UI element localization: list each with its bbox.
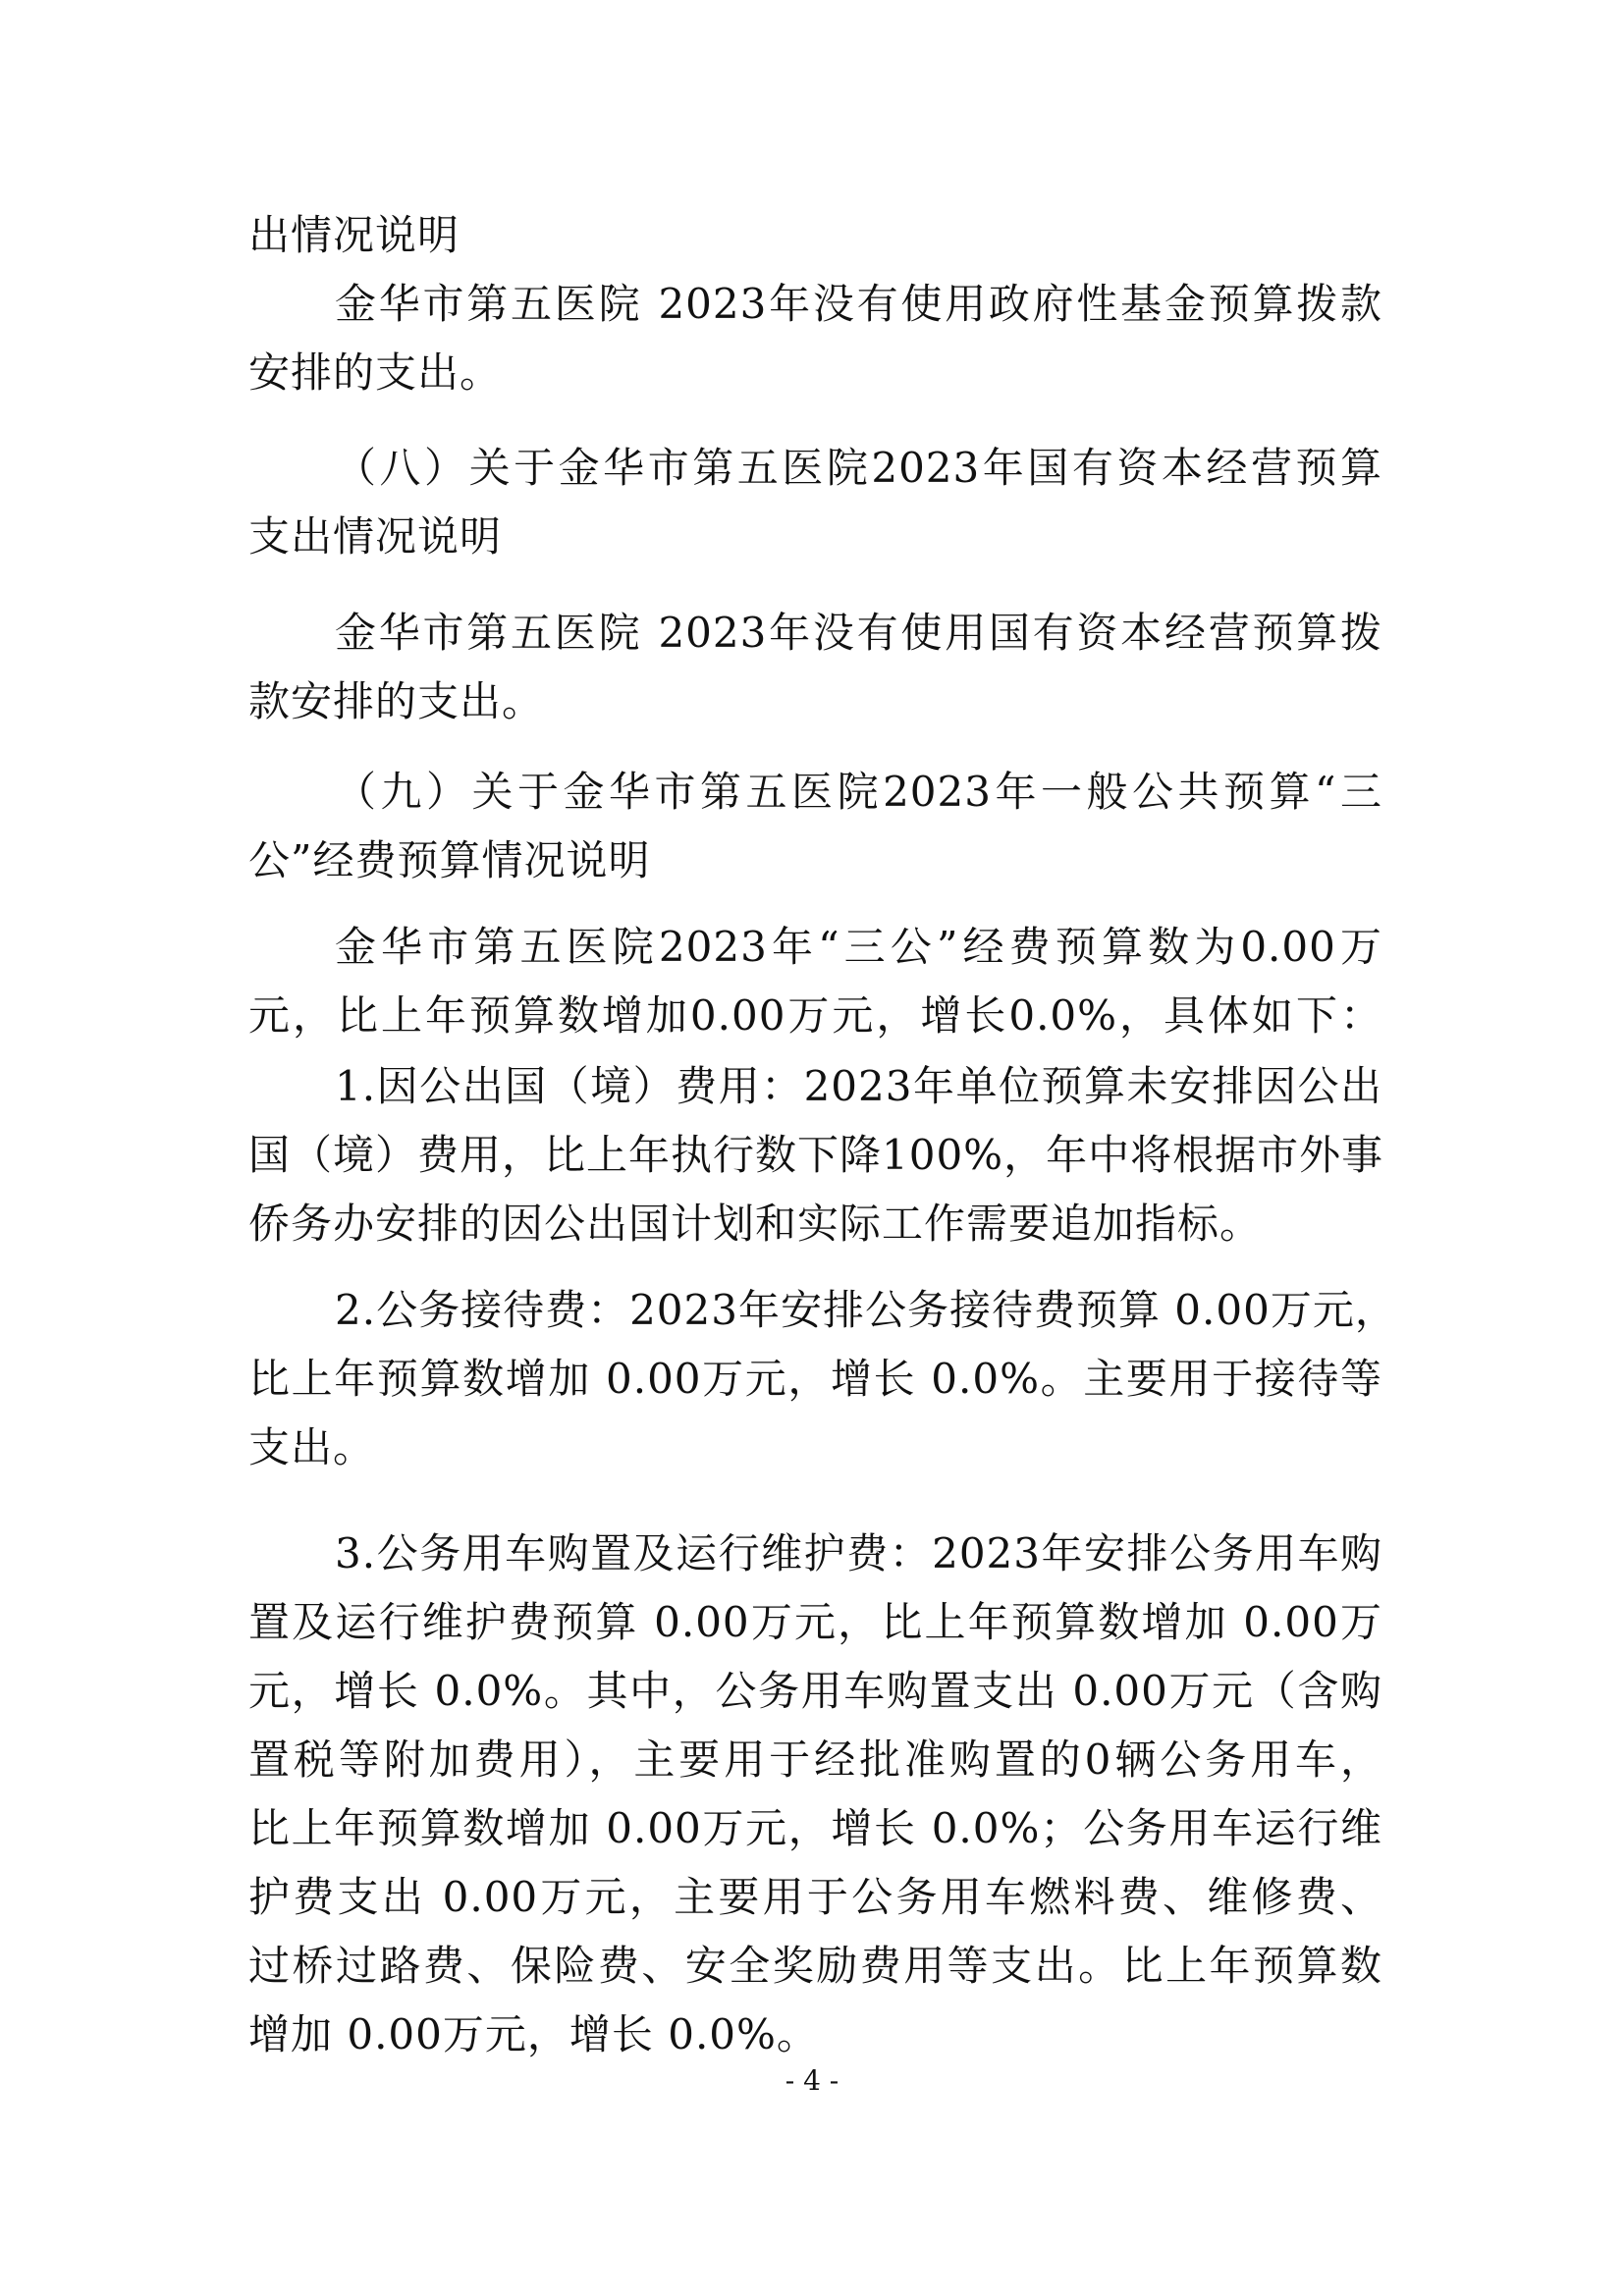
text-line: 置及运行维护费预算 0.00万元，比上年预算数增加 0.00万 (248, 1598, 1382, 1646)
text-line: 出情况说明 (248, 211, 460, 259)
text-line: 金华市第五医院 2023年没有使用政府性基金预算拨款 (335, 280, 1382, 328)
text-line: 护费支出 0.00万元，主要用于公务用车燃料费、维修费、 (248, 1873, 1382, 1921)
text-line: 元，比上年预算数增加0.00万元，增长0.0%，具体如下： (248, 991, 1382, 1040)
text-line: 比上年预算数增加 0.00万元，增长 0.0%；公务用车运行维 (248, 1804, 1382, 1852)
text-line: 款安排的支出。 (248, 677, 545, 725)
section-heading: （九）关于金华市第五医院2023年一般公共预算“三 (335, 768, 1382, 816)
text-line: 侨务办安排的因公出国计划和实际工作需要追加指标。 (248, 1200, 1263, 1248)
list-item-line: 1.因公出国（境）费用：2023年单位预算未安排因公出 (335, 1062, 1382, 1110)
text-line: 比上年预算数增加 0.00万元，增长 0.0%。主要用于接待等 (248, 1355, 1382, 1403)
text-line: 过桥过路费、保险费、安全奖励费用等支出。比上年预算数 (248, 1942, 1382, 1990)
section-heading-continued: 公”经费预算情况说明 (248, 836, 651, 884)
list-item-line: 2.公务接待费：2023年安排公务接待费预算 0.00万元， (335, 1286, 1397, 1334)
list-item-line: 3.公务用车购置及运行维护费：2023年安排公务用车购 (335, 1529, 1382, 1577)
page-number: - 4 - (785, 2064, 839, 2097)
text-line: 安排的支出。 (248, 348, 503, 397)
text-line: 元，增长 0.0%。其中，公务用车购置支出 0.00万元（含购 (248, 1667, 1382, 1715)
text-line: 支出。 (248, 1423, 376, 1471)
text-line: 置税等附加费用），主要用于经批准购置的0辆公务用车， (248, 1735, 1382, 1784)
text-line: 金华市第五医院 2023年没有使用国有资本经营预算拨 (335, 609, 1382, 657)
section-heading: （八）关于金华市第五医院2023年国有资本经营预算 (335, 444, 1382, 492)
text-line: 国（境）费用，比上年执行数下降100%，年中将根据市外事 (248, 1131, 1384, 1179)
text-line: 金华市第五医院2023年“三公”经费预算数为0.00万 (335, 923, 1382, 971)
section-heading-continued: 支出情况说明 (248, 512, 503, 561)
text-line: 增加 0.00万元，增长 0.0%。 (248, 2010, 819, 2058)
